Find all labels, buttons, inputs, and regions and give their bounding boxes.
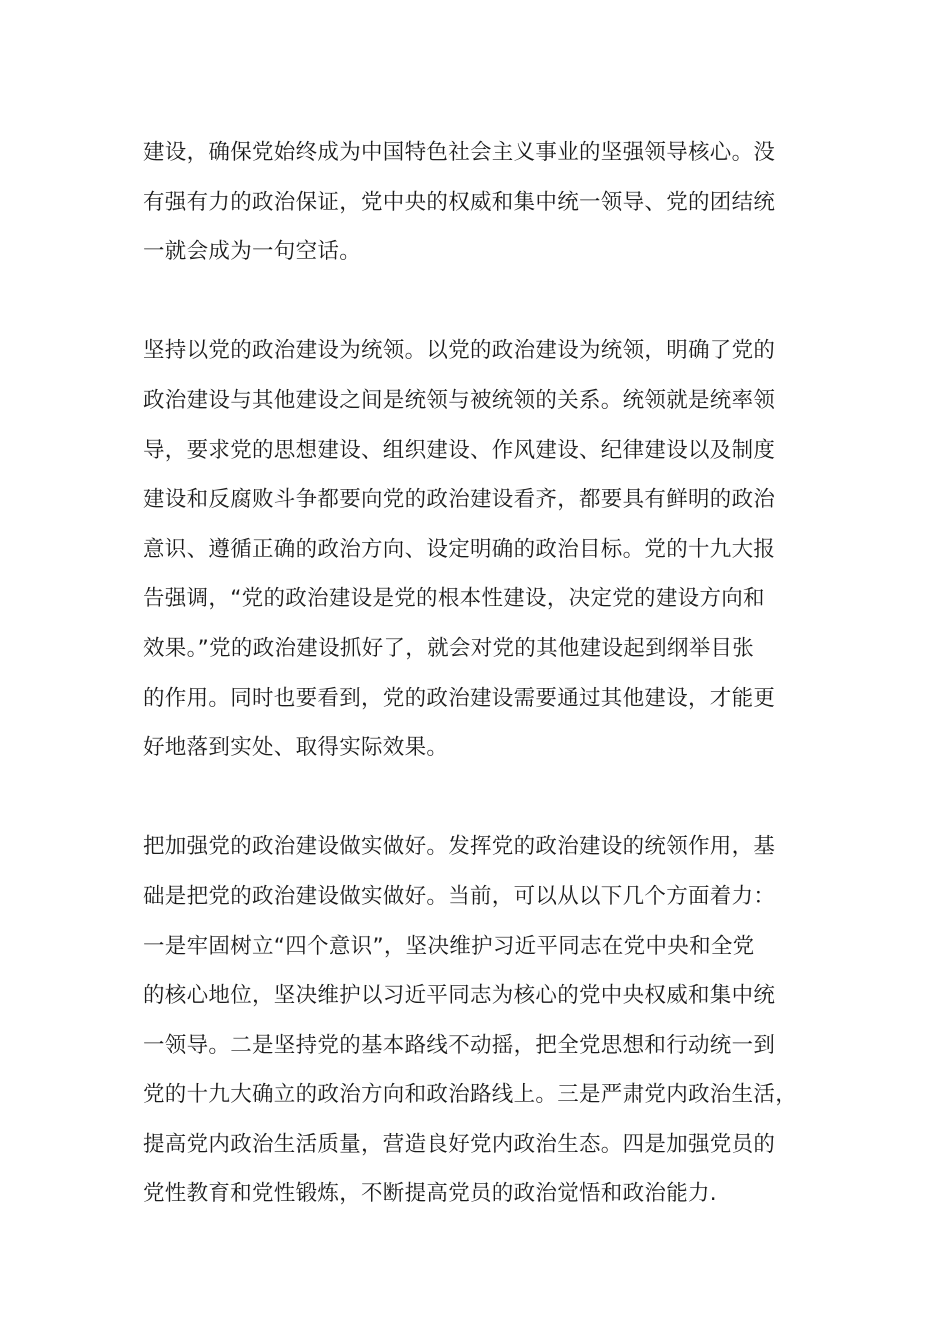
text-line: 党性教育和党性锻炼，不断提高党员的政治觉悟和政治能力. <box>143 1181 717 1207</box>
text-line: 一是牢固树立“四个意识”，坚决维护习近平同志在党中央和全党 <box>143 933 755 959</box>
text-line: 好地落到实处、取得实际效果。 <box>143 735 449 761</box>
text-line: 导，要求党的思想建设、组织建设、作风建设、纪律建设以及制度 <box>143 437 776 463</box>
text-line: 党的十九大确立的政治方向和政治路线上。三是严肃党内政治生活， <box>143 1082 798 1108</box>
document-body <box>143 128 810 1219</box>
paragraph-3 <box>143 822 810 1219</box>
text-line: 一领导。二是坚持党的基本路线不动摇，把全党思想和行动统一到 <box>143 1032 776 1058</box>
text-line: 有强有力的政治保证，党中央的权威和集中统一领导、党的团结统 <box>143 189 776 215</box>
text-line: 一就会成为一句空话。 <box>143 239 362 265</box>
text-line: 意识、遵循正确的政治方向、设定明确的政治目标。党的十九大报 <box>143 536 776 562</box>
text-line: 建设，确保党始终成为中国特色社会主义事业的坚强领导核心。没 <box>143 140 776 165</box>
text-line: 础是把党的政治建设做实做好。当前，可以从以下几个方面着力： <box>143 883 776 909</box>
paragraph-gap <box>143 277 810 327</box>
paragraph-1 <box>143 128 810 277</box>
text-line: 提高党内政治生活质量，营造良好党内政治生态。四是加强党员的 <box>143 1131 776 1157</box>
text-line: 政治建设与其他建设之间是统领与被统领的关系。统领就是统率领 <box>143 387 776 413</box>
text-line: 坚持以党的政治建设为统领。以党的政治建设为统领，明确了党的 <box>143 338 776 364</box>
paragraph-2 <box>143 326 810 772</box>
text-line: 把加强党的政治建设做实做好。发挥党的政治建设的统领作用，基 <box>143 834 776 860</box>
text-line: 的核心地位，坚决维护以习近平同志为核心的党中央权威和集中统 <box>143 983 776 1009</box>
text-line: 建设和反腐败斗争都要向党的政治建设看齐，都要具有鲜明的政治 <box>143 487 776 513</box>
text-line: 告强调，“党的政治建设是党的根本性建设，决定党的建设方向和 <box>143 586 765 612</box>
text-line: 效果。”党的政治建设抓好了，就会对党的其他建设起到纲举目张 <box>143 635 755 661</box>
paragraph-gap <box>143 773 810 823</box>
text-line: 的作用。同时也要看到，党的政治建设需要通过其他建设，才能更 <box>143 685 776 711</box>
